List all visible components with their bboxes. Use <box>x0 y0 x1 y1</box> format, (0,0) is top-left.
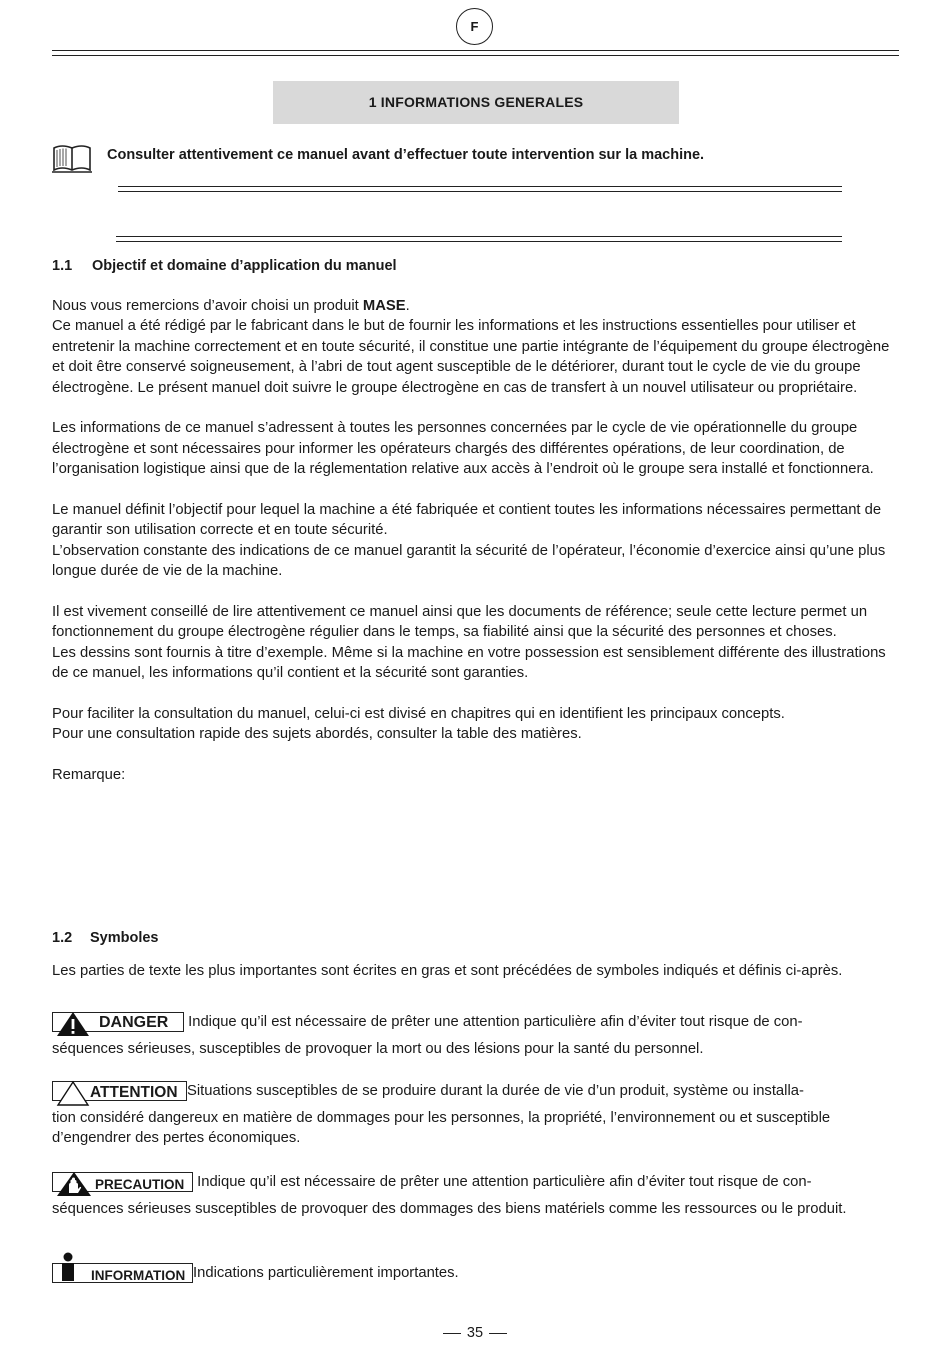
subsection-title: Symboles <box>90 930 159 946</box>
header-rule-bottom <box>52 55 899 56</box>
symbols-intro: Les parties de texte les plus importantes sont écrites en gras et sont précédées de symboles indiqués et définis ci-après. <box>52 963 843 979</box>
symbol-text: Indications particulièrement importantes. <box>193 1265 459 1281</box>
paragraph: Les informations de ce manuel s’adressent à toutes les personnes concernées par le cycle de vie opérationnelle du groupe électrogène et sont nécessaires pour informer les opérateurs chargés des différentes opérations, de leur coordination, de l’organisation logistique ainsi que de la réglementation relative aux accès à l’endroit où le groupe sera installé et fonctionnera. <box>52 420 874 478</box>
symbol-text: Indique qu’il est nécessaire de prêter une attention particulière afin d’éviter tout risque de con- <box>193 1174 812 1190</box>
warning-triangle-outline-icon <box>55 1080 91 1106</box>
page-dash <box>489 1333 507 1334</box>
subsection-number: 1.2 <box>52 930 73 946</box>
symbol-precaution <box>52 1172 900 1219</box>
symbol-text: Indique qu’il est nécessaire de prêter une attention particulière afin d’éviter tout risque de con- <box>184 1014 803 1030</box>
subsection-heading-1-2 <box>52 930 159 946</box>
information-label: INFORMATION <box>91 1268 186 1283</box>
section-1-1-body <box>52 296 900 786</box>
symbol-text-continued: séquences sérieuses, susceptibles de provoquer la mort ou des lésions pour la santé du personnel. <box>52 1041 704 1057</box>
information-badge <box>52 1263 193 1283</box>
brand-name: MASE <box>362 298 406 314</box>
paragraph: Pour faciliter la consultation du manuel, celui-ci est divisé en chapitres qui en identifient les principaux concepts. <box>52 706 785 723</box>
note-rule <box>116 236 842 237</box>
header-rule-top <box>52 50 899 51</box>
symbol-danger <box>52 1012 900 1059</box>
note-rule <box>116 241 842 242</box>
symbol-information <box>52 1263 900 1290</box>
hand-triangle-icon <box>55 1171 93 1197</box>
danger-badge <box>52 1012 184 1032</box>
precaution-label: PRECAUTION <box>95 1177 185 1192</box>
paragraph: Les dessins sont fournis à titre d’exemple. Même si la machine en votre possession est sensiblement différente des illustrations de ce manuel, les informations qu’il contient et la sécurité sont garanties. <box>52 644 886 682</box>
symbol-text: Situations susceptibles de se produire durant la durée de vie d’un produit, système ou installa- <box>187 1083 804 1099</box>
subsection-heading-1-1 <box>52 258 397 274</box>
section-title: 1 INFORMATIONS GENERALES <box>273 81 679 124</box>
paragraph: L’observation constante des indications de ce manuel garantit la sécurité de l’opérateur, l’économie d’exercice ainsi qu’une plus longue durée de vie de la machine. <box>52 542 886 580</box>
intro-suffix: . <box>405 298 410 314</box>
info-i-icon <box>57 1252 79 1282</box>
open-book-icon <box>52 142 92 174</box>
intro-line <box>52 296 900 316</box>
symbol-text-continued: tion considéré dangereux en matière de dommages pour les personnes, la propriété, l’environnement ou et susceptible d’engendrer des pertes économiques. <box>52 1110 831 1147</box>
paragraph: Il est vivement conseillé de lire attentivement ce manuel ainsi que les documents de référence; seule cette lecture permet un fonctionnement du groupe électrogène régulier dans le temps, sa fiabilité ainsi que la sécurité des personnes et choses. <box>52 604 868 641</box>
danger-label: DANGER <box>99 1014 169 1031</box>
subsection-number: 1.1 <box>52 258 73 274</box>
note-rule <box>118 191 842 192</box>
language-badge: F <box>456 8 493 45</box>
page-dash <box>443 1333 461 1334</box>
symbol-attention <box>52 1081 900 1149</box>
paragraph: Pour une consultation rapide des sujets abordés, consulter la table des matières. <box>52 726 582 743</box>
precaution-badge <box>52 1172 193 1192</box>
page-number <box>0 1325 950 1341</box>
consult-manual-note: Consulter attentivement ce manuel avant d’effectuer toute intervention sur la machine. <box>107 147 705 163</box>
attention-badge <box>52 1081 187 1101</box>
intro-text: Nous vous remercions d’avoir choisi un produit <box>52 298 363 314</box>
note-rule <box>118 186 842 187</box>
paragraph: Le manuel définit l’objectif pour lequel la machine a été fabriquée et contient toutes les informations nécessaires permettant de garantir son utilisation correcte et en toute sécurité. <box>52 502 882 539</box>
warning-triangle-icon <box>55 1011 91 1037</box>
symbol-text-continued: séquences sérieuses susceptibles de provoquer des dommages des biens matériels comme les ressources ou le produit. <box>52 1201 847 1217</box>
attention-label: ATTENTION <box>90 1084 178 1101</box>
remark-label: Remarque: <box>52 767 126 784</box>
page-number-value: 35 <box>466 1325 484 1341</box>
subsection-title: Objectif et domaine d’application du manuel <box>92 258 397 274</box>
paragraph: Ce manuel a été rédigé par le fabricant dans le but de fournir les informations et les instructions essentielles pour utiliser et entretenir la machine correctement et en toute sécurité, il constitue une partie intégrante de l’équipement du groupe électrogène et doit être conservé soigneusement, à l’abri de tout agent susceptible de le détériorer, durant tout le cycle de vie du groupe électrogène. Le présent manuel doit suivre le groupe électrogène en cas de transfert à un nouvel utilisateur ou propriétaire. <box>52 318 890 396</box>
